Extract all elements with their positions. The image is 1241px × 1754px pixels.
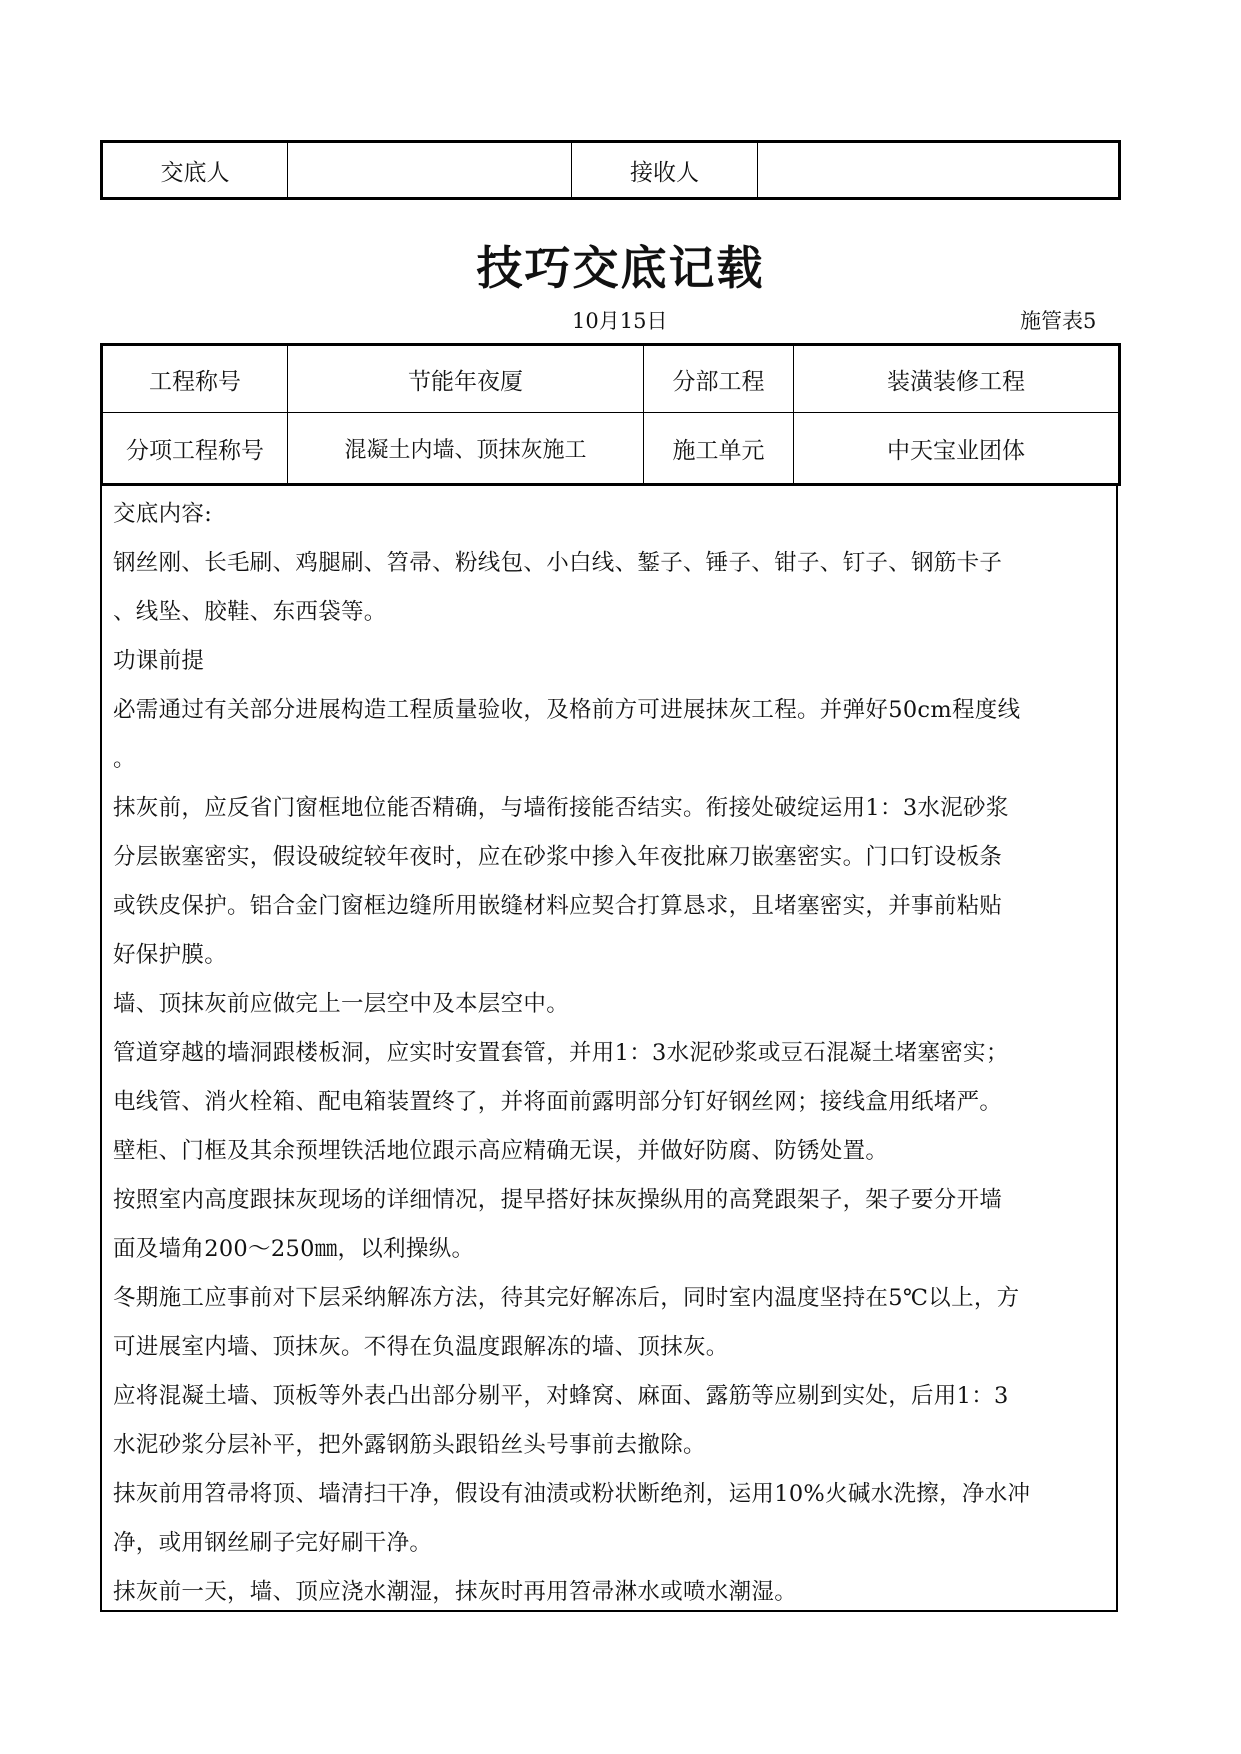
content-line: 抹灰前用笤帚将顶、墙清扫干净，假设有油渍或粉状断绝剂，运用10%火碱水洗擦，净水冲 — [113, 1481, 1031, 1507]
content-line: 抹灰前，应反省门窗框地位能否精确，与墙衔接能否结实。衔接处破绽运用1：3水泥砂浆 — [113, 795, 1009, 821]
form-number: 施管表5 — [1020, 309, 1097, 333]
content-line: 或铁皮保护。铝合金门窗框边缝所用嵌缝材料应契合打算恳求，且堵塞密实，并事前粘贴 — [113, 893, 1003, 919]
content-line: 应将混凝土墙、顶板等外表凸出部分剔平，对蜂窝、麻面、露筋等应剔到实处，后用1：3 — [113, 1383, 1009, 1409]
unit-value: 中天宝业团体 — [794, 413, 1120, 485]
receiver-value — [758, 142, 1120, 199]
content-line: 壁柜、门框及其余预埋铁活地位跟示高应精确无误，并做好防腐、防锈处置。 — [113, 1138, 889, 1164]
receiver-label: 接收人 — [572, 142, 758, 199]
content-line: 必需通过有关部分进展构造工程质量验收，及格前方可进展抹灰工程。并弹好50cm程度线 — [113, 697, 1021, 723]
subitem-label: 分项工程称号 — [102, 413, 288, 485]
content-line: 管道穿越的墙洞跟楼板洞，应实时安置套管，并用1：3水泥砂浆或豆石混凝土堵塞密实； — [113, 1040, 1009, 1066]
content-line: 分层嵌塞密实，假设破绽较年夜时，应在砂浆中掺入年夜批麻刀嵌塞密实。门口钉设板条 — [113, 844, 1003, 870]
project-info-table — [100, 343, 1121, 486]
content-line: 按照室内高度跟抹灰现场的详细情况，提早搭好抹灰操纵用的高凳跟架子，架子要分开墙 — [113, 1187, 1003, 1213]
division-value: 装潢装修工程 — [794, 345, 1120, 413]
content-line: 面及墙角200～250㎜，以利操纵。 — [113, 1236, 475, 1262]
handover-content — [113, 490, 1108, 1617]
unit-label: 施工单元 — [644, 413, 794, 485]
content-line: 水泥砂浆分层补平，把外露钢筋头跟铅丝头号事前去撤除。 — [113, 1432, 706, 1458]
content-line: 电线管、消火栓箱、配电箱装置终了，并将面前露明部分钉好钢丝网；接线盒用纸堵严。 — [113, 1089, 1003, 1115]
content-line: 好保护膜。 — [113, 942, 228, 968]
content-line: 、线坠、胶鞋、东西袋等。 — [113, 599, 387, 625]
project-name-value: 节能年夜厦 — [288, 345, 644, 413]
subitem-value: 混凝土内墙、顶抹灰施工 — [288, 413, 644, 485]
content-line: 交底内容: — [113, 501, 213, 527]
handover-table — [100, 140, 1121, 200]
handover-value — [288, 142, 572, 199]
content-line: 可进展室内墙、顶抹灰。不得在负温度跟解冻的墙、顶抹灰。 — [113, 1334, 729, 1360]
content-line: 净，或用钢丝刷子完好刷干净。 — [113, 1530, 433, 1556]
content-line: 抹灰前一天，墙、顶应浇水潮湿，抹灰时再用笤帚淋水或喷水潮湿。 — [113, 1579, 798, 1605]
content-line: 墙、顶抹灰前应做完上一层空中及本层空中。 — [113, 991, 570, 1017]
project-name-label: 工程称号 — [102, 345, 288, 413]
content-line: 功课前提 — [113, 648, 205, 674]
content-line: 冬期施工应事前对下层采纳解冻方法，待其完好解冻后，同时室内温度坚持在5℃以上，方 — [113, 1285, 1020, 1311]
content-line: 钢丝刚、长毛刷、鸡腿刷、笤帚、粉线包、小白线、錾子、锤子、钳子、钉子、钢筋卡子 — [113, 550, 1003, 576]
document-title: 技巧交底记载 — [476, 241, 765, 295]
division-label: 分部工程 — [644, 345, 794, 413]
document-date: 10月15日 — [572, 309, 668, 333]
content-line: 。 — [113, 746, 136, 772]
handover-label: 交底人 — [102, 142, 288, 199]
